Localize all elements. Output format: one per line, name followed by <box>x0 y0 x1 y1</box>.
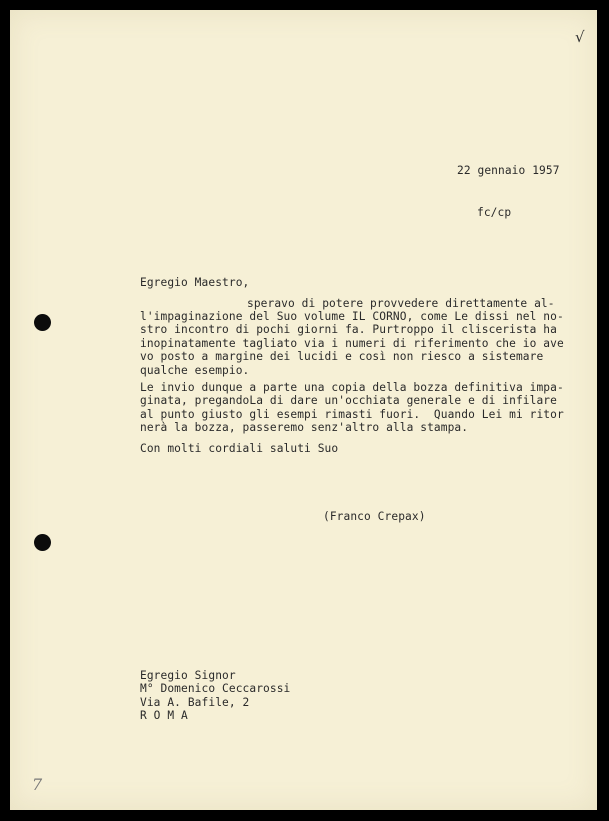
paragraph-1-line: l'impaginazione del Suo volume IL CORNO, come Le dissi nel no- <box>140 310 564 323</box>
letter-page <box>10 10 597 810</box>
paragraph-2-line: ginata, pregandoLa di dare un'occhiata generale e di infilare <box>140 394 557 407</box>
paragraph-2-line: nerà la bozza, passeremo senz'altro alla stampa. <box>140 421 469 434</box>
paragraph-1-line: qualche esempio. <box>140 364 250 377</box>
paragraph-1-line: vo posto a margine dei lucidi e così non riesco a sistemare <box>140 350 544 363</box>
address-line: R O M A <box>140 709 188 722</box>
punch-hole-bottom <box>34 534 51 551</box>
page-number-annotation: 7 <box>32 775 43 794</box>
signature: (Franco Crepax) <box>323 510 426 523</box>
paragraph-1-line: speravo di potere provvedere direttamente al- <box>247 297 555 310</box>
salutation: Egregio Maestro, <box>140 276 250 289</box>
address-line: Egregio Signor <box>140 669 236 682</box>
check-mark-annotation: √ <box>575 28 585 46</box>
address-line: Via A. Bafile, 2 <box>140 696 250 709</box>
paragraph-1-line: inopinatamente tagliato via i numeri di riferimento che io ave <box>140 337 564 350</box>
address-line: M° Domenico Ceccarossi <box>140 682 291 695</box>
closing: Con molti cordiali saluti Suo <box>140 442 339 455</box>
letter-date: 22 gennaio 1957 <box>457 164 560 177</box>
paragraph-2-line: al punto giusto gli esempi rimasti fuori. Quando Lei mi ritor <box>140 408 564 421</box>
paragraph-1-line: stro incontro di pochi giorni fa. Purtroppo il cliscerista ha <box>140 323 557 336</box>
paragraph-2-line: Le invio dunque a parte una copia della bozza definitiva impa- <box>140 381 564 394</box>
letter-reference: fc/cp <box>477 206 512 219</box>
punch-hole-top <box>34 314 51 331</box>
